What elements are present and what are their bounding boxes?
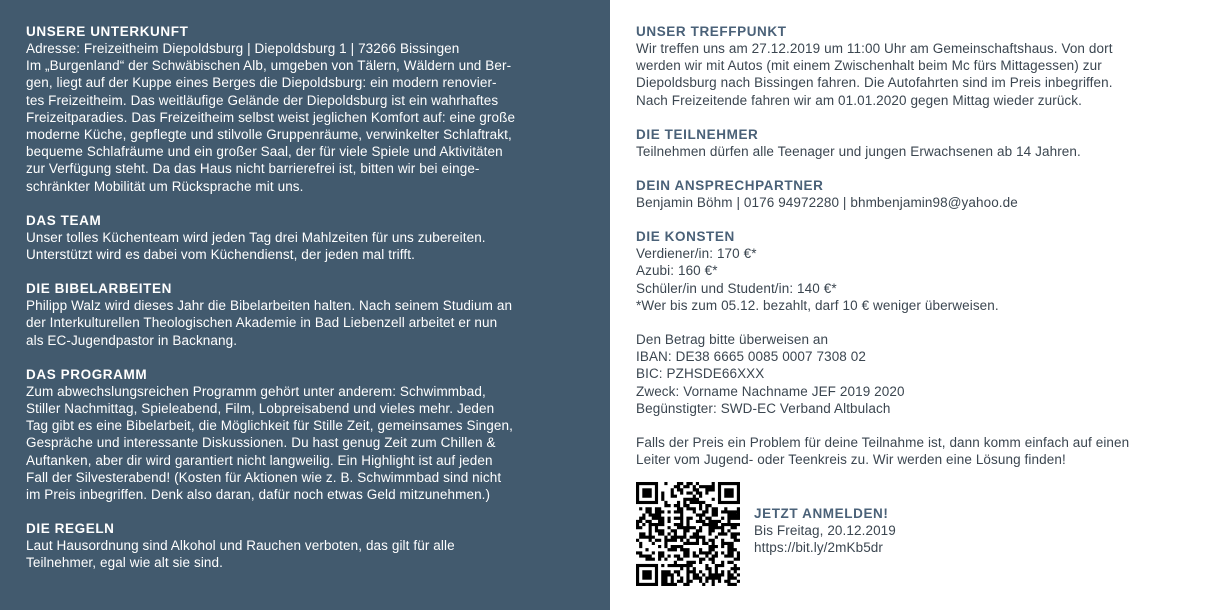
price-line: Verdiener/in: 170 €*	[636, 246, 757, 262]
line: zur Verfügung steht. Da das Haus nicht barrierefrei ist, bitten wir bei einge-	[26, 161, 480, 177]
section-title: DIE BIBELARBEITEN	[26, 281, 172, 297]
signup-deadline: Bis Freitag, 20.12.2019	[754, 523, 896, 538]
price-line: Schüler/in und Student/in: 140 €*	[636, 280, 837, 296]
signup-link[interactable]: https://bit.ly/2mKb5dr	[754, 540, 884, 556]
line: Unser tolles Küchenteam wird jeden Tag drei Mahlzeiten für uns zubereiten.	[26, 229, 486, 245]
line: Laut Hausordnung sind Alkohol und Rauchen verboten, das gilt für alle	[26, 538, 455, 554]
line: moderne Küche, gepflegte und stilvolle Gruppenräume, verwinkelter Schlaftrakt,	[26, 127, 512, 143]
note-line: Falls der Preis ein Problem für deine Teilnahme ist, dann komm einfach auf einen	[636, 435, 1130, 451]
line: Im „Burgenland“ der Schwäbischen Alb, umgeben von Tälern, Wäldern und Ber-	[26, 58, 512, 74]
signup-block	[636, 482, 896, 586]
section-title: DAS TEAM	[26, 212, 102, 228]
line: Diepoldsburg nach Bissingen fahren. Die Autofahrten sind im Preis inbegriffen.	[636, 75, 1113, 91]
section-title: UNSER TREFFPUNKT	[636, 24, 787, 39]
line: Auftanken, aber dir wird garantiert nicht langweilig. Ein Highlight ist auf jeden	[26, 452, 493, 468]
section-treffpunkt	[636, 23, 1200, 109]
section-title: UNSERE UNTERKUNFT	[26, 24, 189, 39]
section-regeln	[26, 520, 590, 571]
line: schränkter Mobilität um Rücksprache mit uns.	[26, 178, 304, 194]
signup-text	[754, 505, 896, 556]
bank-line: IBAN: DE38 6665 0085 0007 7308 02	[636, 349, 866, 365]
section-unterkunft	[26, 23, 590, 195]
signup-title: JETZT ANMELDEN!	[754, 506, 889, 521]
spacer	[636, 314, 1200, 331]
note-line: Leiter vom Jugend- oder Teenkreis zu. Wir werden eine Lösung finden!	[636, 452, 1066, 468]
spacer	[636, 417, 1200, 434]
line: Freizeitparadies. Das Freizeitheim selbst weist jeglichen Komfort auf: eine große	[26, 109, 516, 125]
line: Unterstützt wird es dabei vom Küchendienst, der jeden mal trifft.	[26, 247, 415, 263]
section-title: DIE REGELN	[26, 521, 115, 537]
line: Nach Freizeitende fahren wir am 01.01.2020 gegen Mittag wieder zurück.	[636, 92, 1082, 108]
bank-line: Begünstigter: SWD-EC Verband Altbulach	[636, 400, 891, 416]
line: Wir treffen uns am 27.12.2019 um 11:00 Uhr am Gemeinschaftshaus. Von dort	[636, 41, 1113, 56]
bank-line: BIC: PZHSDE66XXX	[636, 366, 765, 382]
discount-note: *Wer bis zum 05.12. bezahlt, darf 10 € weniger überweisen.	[636, 297, 999, 313]
line: Teilnehmen dürfen alle Teenager und jungen Erwachsenen ab 14 Jahren.	[636, 143, 1081, 159]
section-title: DEIN ANSPRECHPARTNER	[636, 178, 824, 194]
line: Adresse: Freizeitheim Diepoldsburg | Diepoldsburg 1 | 73266 Bissingen	[26, 41, 460, 56]
qr-code-icon[interactable]	[636, 482, 740, 586]
line: Gespräche und interessante Diskussionen. Du hast genug Zeit zum Chillen &	[26, 435, 496, 451]
section-bibelarbeiten	[26, 280, 590, 349]
section-programm	[26, 366, 590, 503]
line: werden wir mit Autos (mit einem Zwischenhalt beim Mc fürs Mittagessen) zur	[636, 58, 1102, 74]
section-title: DIE KONSTEN	[636, 229, 735, 245]
line: gen, liegt auf der Kuppe eines Berges die Diepoldsburg: ein modern renovier-	[26, 75, 497, 91]
line: Zum abwechslungsreichen Programm gehört unter anderem: Schwimmbad,	[26, 383, 486, 399]
line: bequeme Schlafräume und ein großer Saal, der für viele Spiele und Aktivitäten	[26, 144, 503, 160]
section-kosten	[636, 228, 1200, 468]
section-ansprechpartner	[636, 177, 1200, 211]
line: als EC-Jugendpastor in Backnang.	[26, 332, 238, 348]
price-line: Azubi: 160 €*	[636, 263, 718, 279]
line: Tag gibt es eine Bibelarbeit, die Möglichkeit für Stille Zeit, gemeinsames Singen,	[26, 418, 513, 434]
line: Fall der Silvesterabend! (Kosten für Aktionen wie z. B. Schwimmbad sind nicht	[26, 469, 502, 485]
bank-line: Zweck: Vorname Nachname JEF 2019 2020	[636, 383, 905, 399]
line: im Preis inbegriffen. Denk also daran, dafür noch etwas Geld mitzunehmen.)	[26, 487, 491, 503]
section-teilnehmer	[636, 126, 1200, 160]
line: Stiller Nachmittag, Spieleabend, Film, Lobpreisabend und vieles mehr. Jeden	[26, 401, 495, 417]
line: der Interkulturellen Theologischen Akademie in Bad Liebenzell arbeitet er nun	[26, 315, 498, 331]
line: Philipp Walz wird dieses Jahr die Bibelarbeiten halten. Nach seinem Studium an	[26, 298, 513, 314]
line: Teilnehmer, egal wie alt sie sind.	[26, 555, 224, 571]
section-team	[26, 212, 590, 263]
section-title: DIE TEILNEHMER	[636, 126, 759, 142]
right-panel	[610, 0, 1220, 610]
contact-line: Benjamin Böhm | 0176 94972280 | bhmbenjamin98@yahoo.de	[636, 195, 1018, 211]
line: tes Freizeitheim. Das weitläufige Gelände der Diepoldsburg ist ein wahrhaftes	[26, 92, 499, 108]
section-title: DAS PROGRAMM	[26, 366, 148, 382]
bank-line: Den Betrag bitte überweisen an	[636, 332, 829, 348]
